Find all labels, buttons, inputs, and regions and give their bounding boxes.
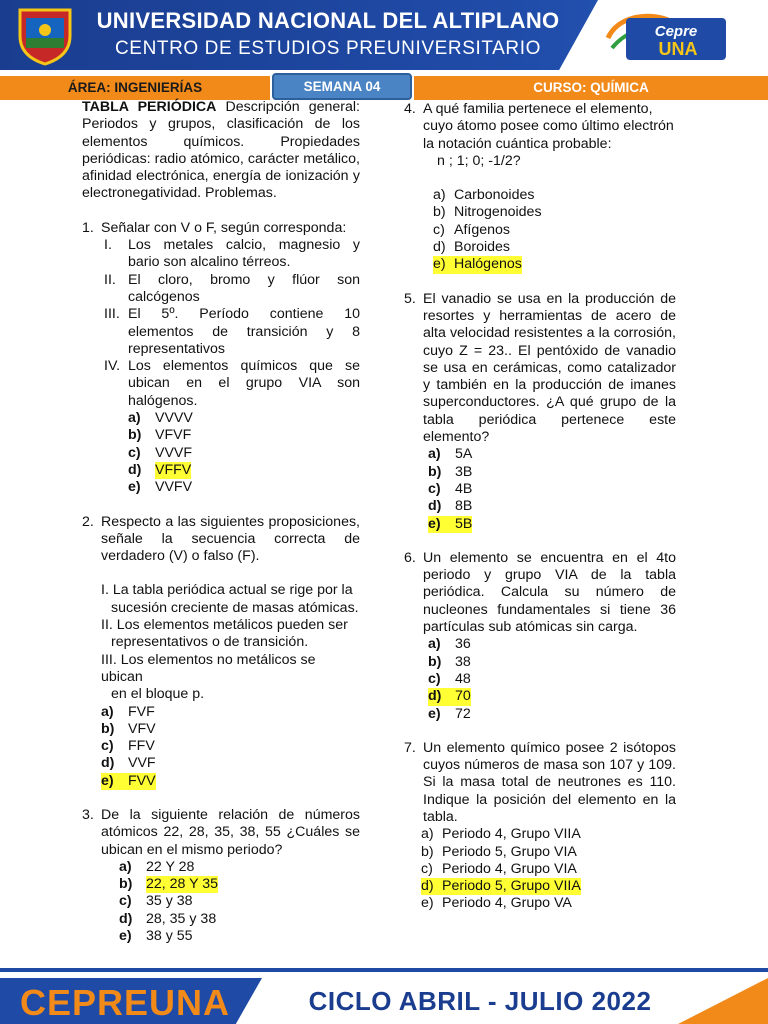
option-highlighted: b) 22, 28 Y 35	[119, 876, 219, 893]
question-text: El vanadio se usa en la producción de resortes y herramientas de acero de alta velocidad resistentes a la corrosión, cuyo Z = 23.. El pentóxido de vanadio se usa en cerámicas, como catalizador y también en la producción de imanes superconductores. ¿A qué grupo de la tabla periódica pertenece este elemento?	[423, 290, 676, 446]
question-number: 3.	[82, 806, 94, 823]
option: e) VVFV	[128, 479, 193, 496]
left-column	[82, 99, 360, 945]
option: a) Periodo 4, Grupo VIIA	[421, 826, 581, 843]
option: a) 36	[428, 636, 471, 653]
option: a) VVVV	[128, 410, 193, 427]
option: d) Boroides	[433, 239, 510, 256]
course-label: CURSO: QUÍMICA	[414, 76, 768, 100]
option: a) 22 Y 28	[119, 858, 195, 875]
question-number: 2.	[82, 513, 94, 530]
question-7	[404, 740, 676, 913]
option: a) 5A	[428, 446, 473, 463]
quantum-notation: n ; 1; 0; -1/2?	[437, 152, 521, 169]
intro-text: Descripción general: Periodos y grupos, clasificación de los elementos químicos. Propiedades periódicas: radio atómico, carácter metálico, afinidad electrónica, energía de ionización y electronegatividad. Problemas.	[82, 99, 360, 202]
question-number: 6.	[404, 549, 416, 566]
option: b) 38	[428, 653, 471, 670]
question-number: 7.	[404, 739, 416, 756]
question-2	[82, 514, 360, 790]
university-shield-icon	[16, 6, 74, 66]
statement: IV. Los elementos químicos que se ubican en el grupo VIA son halógenos.	[104, 358, 360, 409]
question-text: De la siguiente relación de números atómicos 22, 28, 35, 38, 55 ¿Cuáles se ubican en el mismo periodo?	[101, 806, 360, 858]
question-text: Señalar con V o F, según corresponda:	[101, 219, 347, 236]
logo-una-text: UNA	[658, 39, 698, 59]
option: b) VFV	[101, 720, 156, 737]
question-6	[404, 550, 676, 723]
question-text: A qué familia pertenece el elemento, cuyo átomo posee como último electrón la notación cuántica probable:	[423, 101, 674, 152]
option: c) Afígenos	[433, 221, 511, 238]
option: b) Nitrogenoides	[433, 204, 542, 221]
area-label: ÁREA: INGENIERÍAS	[0, 76, 270, 100]
option: d) 28, 35 y 38	[119, 910, 217, 927]
option: c) FFV	[101, 738, 155, 755]
option-highlighted: d) 70	[428, 688, 471, 705]
option-highlighted: d) Periodo 5, Grupo VIIA	[421, 878, 581, 895]
cepreuna-logo-icon	[598, 8, 758, 66]
footer-corner	[678, 978, 768, 1024]
question-1	[82, 220, 360, 497]
option-highlighted: e) Halógenos	[433, 256, 522, 273]
question-number: 5.	[404, 290, 416, 307]
option: a) Carbonoides	[433, 187, 535, 204]
option: c) 4B	[428, 480, 473, 497]
option: a) FVF	[101, 703, 155, 720]
statement: I. Los metales calcio, magnesio y bario son alcalino térreos.	[104, 237, 360, 271]
page-header	[0, 0, 768, 72]
footer-line	[0, 968, 768, 972]
university-title: UNIVERSIDAD NACIONAL DEL ALTIPLANO	[96, 8, 560, 33]
option: b) VFVF	[128, 427, 192, 444]
question-4	[404, 101, 676, 274]
option: e) Periodo 4, Grupo VA	[421, 895, 572, 912]
option: d) VVF	[101, 755, 156, 772]
option-highlighted: d) VFFV	[128, 461, 192, 478]
question-text: Un elemento se encuentra en el 4to periodo y grupo VIA de la tabla periódica. Calcula su número de nucleones fundamentales si tiene 36 partículas sub atómicas sin carga.	[423, 549, 676, 636]
statement: II. El cloro, bromo y flúor son calcógenos	[104, 271, 360, 305]
center-subtitle: CENTRO DE ESTUDIOS PREUNIVERSITARIO	[114, 38, 542, 59]
question-number: 4.	[404, 101, 416, 117]
question-3	[82, 807, 360, 945]
intro-paragraph	[82, 99, 360, 203]
question-text: Respecto a las siguientes proposiciones, señale la secuencia correcta de verdadero (V) o falso (F).	[101, 513, 360, 565]
statement: III. El 5º. Período contiene 10 elementos de transición y 8 representativos	[104, 306, 360, 357]
week-badge: SEMANA 04	[272, 73, 412, 100]
question-number: 1.	[82, 219, 94, 236]
option: d) 8B	[428, 498, 473, 515]
right-column	[404, 101, 676, 913]
option: e) 72	[428, 705, 471, 722]
logo-cepre-text: Cepre	[654, 23, 698, 40]
page-footer	[0, 968, 768, 1024]
option-highlighted: e) 5B	[428, 515, 473, 532]
question-5	[404, 291, 676, 533]
footer-cycle: CICLO ABRIL - JULIO 2022	[308, 986, 652, 1016]
info-bar	[0, 76, 768, 100]
intro-title: TABLA PERIÓDICA	[82, 99, 217, 115]
statement-list: I. La tabla periódica actual se rige por la sucesión creciente de masas atómicas. II. Los elementos metálicos pueden ser representativos o de transición. III. Los elementos no metálicos se ubican en el bloque p.	[101, 582, 359, 703]
question-text: Un elemento químico posee 2 isótopos cuyos números de masa son 107 y 109. Si la masa total de neutrones es 110. Indique la posición del elemento en la tabla.	[423, 739, 676, 825]
option: c) 35 y 38	[119, 893, 193, 910]
footer-brand: CEPREUNA	[19, 982, 231, 1023]
option: b) Periodo 5, Grupo VIA	[421, 843, 577, 860]
option: c) VVVF	[128, 444, 193, 461]
option: c) 48	[428, 670, 471, 687]
option: e) 38 y 55	[119, 928, 193, 945]
option: b) 3B	[428, 463, 473, 480]
option: c) Periodo 4, Grupo VIA	[421, 860, 577, 877]
option-highlighted: e) FVV	[101, 772, 156, 789]
